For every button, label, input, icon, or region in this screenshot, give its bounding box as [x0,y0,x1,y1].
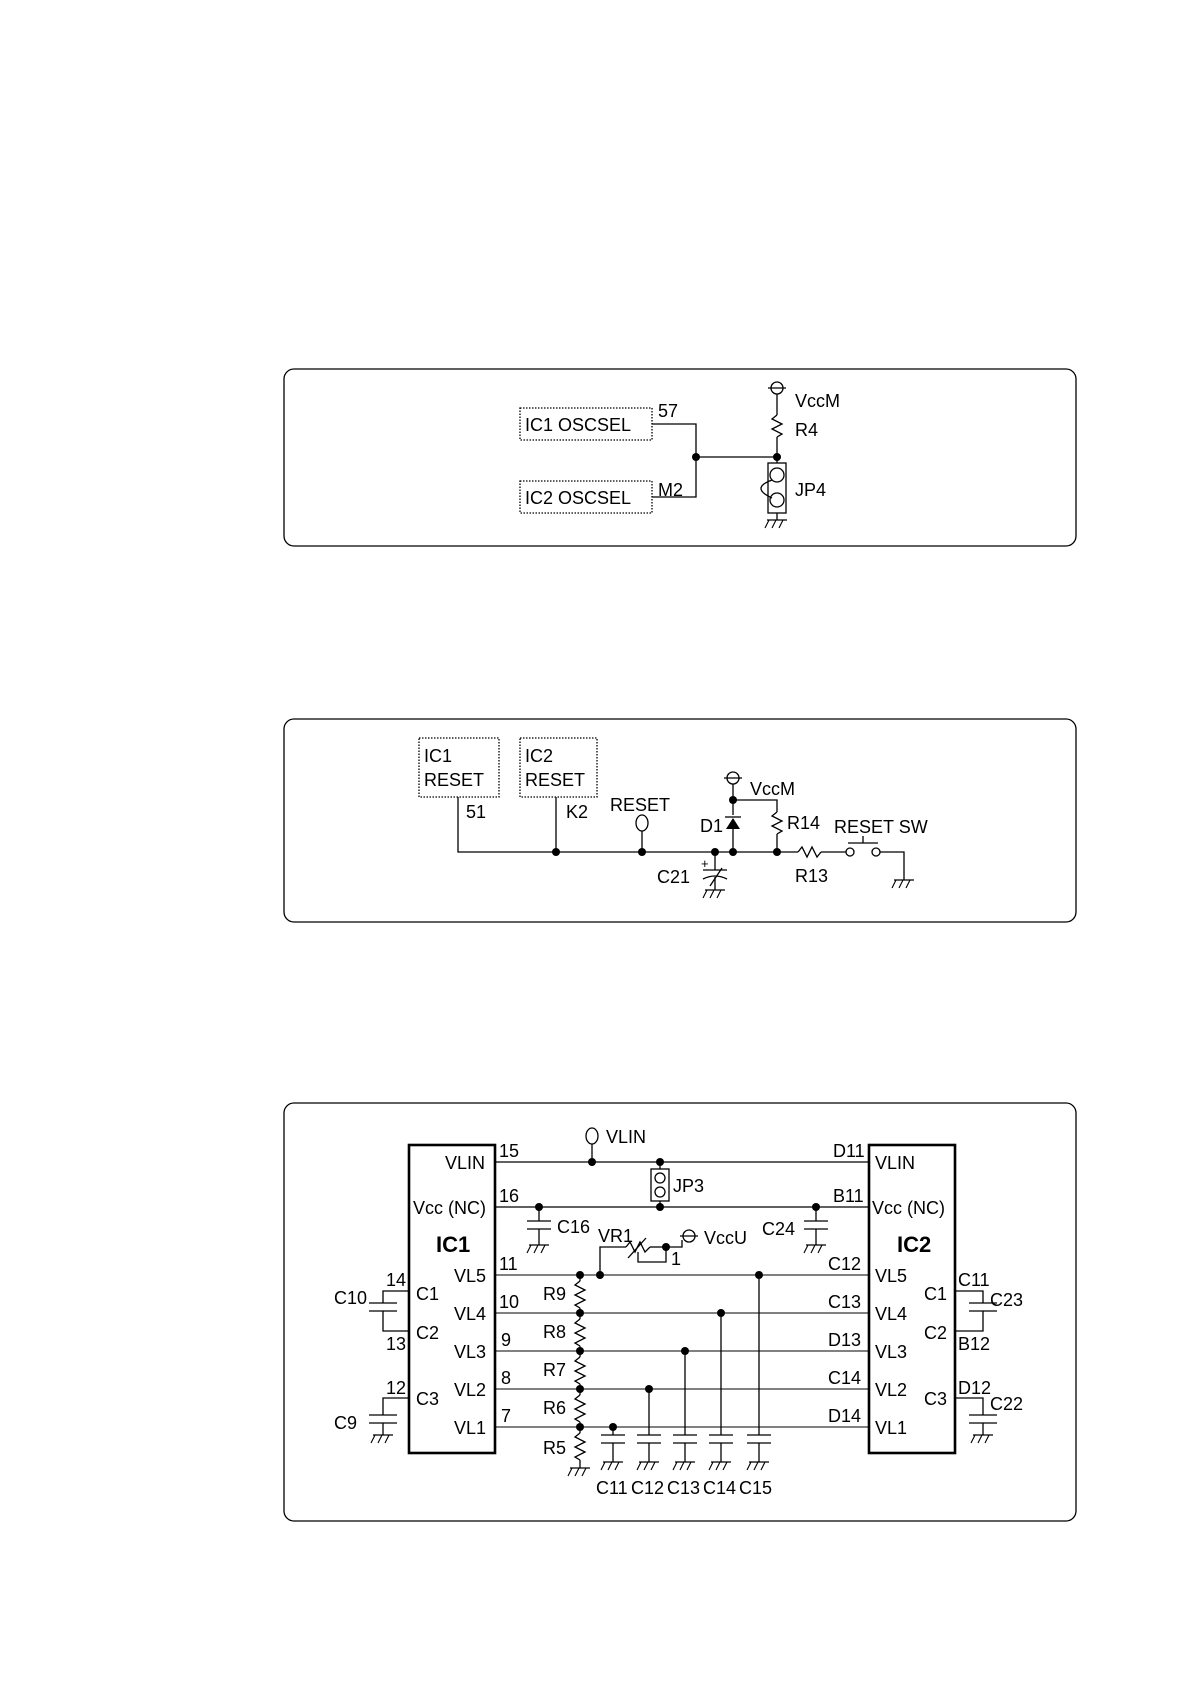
r6-resistor-icon [575,1395,585,1422]
oscsel-frame [284,369,1076,546]
ic1-oscsel-label: IC1 OSCSEL [525,415,632,435]
junction-dot [576,1347,584,1355]
ground-icon [892,880,914,888]
c21-label: C21 [657,867,691,887]
c12-capacitor-icon [637,1435,661,1470]
vr1-wiper-wire [638,1247,666,1262]
ic2-pinnum: D13 [828,1330,862,1350]
ic1-pinnum: 11 [499,1254,518,1274]
ground-icon [703,890,725,898]
junction-dot [609,1423,617,1431]
ic2-pin-vl1: VL1 [875,1418,908,1438]
wire [955,1398,983,1415]
c11-capacitor-icon [601,1435,625,1470]
ic2-pin-vcc: Vcc (NC) [872,1198,945,1218]
ic1-title: IC1 [436,1232,471,1257]
r8-resistor-icon [575,1319,585,1346]
c16-label: C16 [557,1217,591,1237]
wire [955,1291,983,1303]
ic2-oscsel-label: IC2 OSCSEL [525,488,632,508]
pin-k2-label: K2 [566,802,589,822]
vccu-power-icon [680,1230,698,1242]
ic1-pin-vl1: VL1 [454,1418,487,1438]
wire [955,1311,983,1331]
c9-label: C9 [334,1413,358,1433]
junction-dot [596,1271,604,1279]
lcd-frame [284,1103,1076,1521]
ic2-pin-vl2: VL2 [875,1380,908,1400]
ground-icon [371,1435,393,1443]
ic1-pinnum: 12 [386,1378,407,1398]
jp3-label: JP3 [673,1176,705,1196]
oscsel-circuit [284,369,1076,546]
ic1-pinnum: 15 [499,1141,520,1161]
ic2-pinnum: B11 [833,1186,864,1206]
ic2-pinnum: B12 [958,1334,991,1354]
junction-dot [576,1271,584,1279]
c23-label: C23 [990,1290,1024,1310]
ic2-pin-c1: C1 [924,1284,948,1304]
junction-dot [717,1309,725,1317]
ground-icon [527,1245,549,1253]
ground-icon [568,1468,590,1476]
vccu-label: VccU [704,1228,748,1248]
reset-pin-label: RESET [610,795,671,815]
vccm-power-icon [724,772,742,784]
ic2-pinnum: C11 [958,1270,990,1290]
ground-icon [804,1245,826,1253]
reset-sw-label: RESET SW [834,817,928,837]
ic1-pin-c1: C1 [416,1284,440,1304]
ic2-title: IC2 [897,1232,932,1257]
jp3-pin-1 [655,1173,665,1183]
ic1-pin-c3: C3 [416,1389,440,1409]
ic1-pin-vl3: VL3 [454,1342,487,1362]
d1-diode-icon [726,818,740,829]
ic1-pin-vlin: VLIN [445,1153,486,1173]
junction-dot [755,1271,763,1279]
wire [383,1398,409,1415]
r8-label: R8 [543,1322,567,1342]
ic1-pinnum: 13 [386,1334,407,1354]
c24-label: C24 [762,1219,796,1239]
junction-dot [638,848,646,856]
junction-dot [576,1385,584,1393]
ic2-pin-vl3: VL3 [875,1342,908,1362]
r5-resistor-icon [575,1433,585,1460]
c12-label: C12 [631,1478,665,1498]
reset-test-pin-icon [636,815,648,831]
ic2-pinnum: D11 [833,1141,865,1161]
ic2-pin-vl4: VL4 [875,1304,908,1324]
ground-icon [765,520,787,528]
lcd-power-circuit [284,1103,1076,1521]
vccm-label: VccM [750,779,795,799]
r5-label: R5 [543,1438,567,1458]
ic2-reset-line1: IC2 [525,746,554,766]
r6-label: R6 [543,1398,567,1418]
wire [383,1311,409,1331]
jp4-jumper-icon [768,463,786,513]
vlin-test-pin-icon [586,1128,598,1144]
ic1-pinnum: 9 [501,1330,512,1350]
jp4-pin-1 [770,468,784,482]
r13-resistor-icon [798,847,821,857]
r9-resistor-icon [575,1281,585,1308]
c21-plus-sign: + [701,856,709,871]
r13-label: R13 [795,866,829,886]
r14-label: R14 [787,813,821,833]
c15-label: C15 [739,1478,773,1498]
ic1-pinnum: 10 [499,1292,520,1312]
c22-label: C22 [990,1394,1024,1414]
r9-label: R9 [543,1284,567,1304]
ic2-pin-vl5: VL5 [875,1266,908,1286]
ic1-pin-vcc: Vcc (NC) [413,1198,486,1218]
ic1-pin-vl2: VL2 [454,1380,487,1400]
c14-capacitor-icon [709,1435,733,1470]
c11-label: C11 [596,1478,628,1498]
ic1-pin-vl5: VL5 [454,1266,487,1286]
ic2-reset-line2: RESET [525,770,586,790]
c13-label: C13 [667,1478,701,1498]
reset-switch-contact [846,848,854,856]
filter-caps [596,1271,772,1498]
c10-label: C10 [334,1288,368,1308]
ic2-pinnum: C14 [828,1368,862,1388]
ic1-pinnum: 7 [501,1406,512,1426]
reset-circuit [284,719,1076,922]
ic2-pin-c2: C2 [924,1323,948,1343]
wire [733,800,777,812]
wire [600,1247,626,1275]
ic1-pinnum: 8 [501,1368,512,1388]
r7-resistor-icon [575,1357,585,1384]
r4-label: R4 [795,420,819,440]
vr1-pin-label: 1 [671,1249,682,1269]
ic2-pin-vlin: VLIN [875,1153,916,1173]
reset-switch-contact [872,848,880,856]
vccm-label: VccM [795,391,840,411]
wire [383,1291,409,1303]
junction-dot [729,848,737,856]
r4-resistor-icon [772,415,782,437]
pin-m2-label: M2 [658,480,684,500]
ic1-reset-line1: IC1 [424,746,453,766]
ic2-pin-c3: C3 [924,1389,948,1409]
jp4-pin-2 [770,493,784,507]
pin-57-label: 57 [658,401,679,421]
junction-dot [711,848,719,856]
junction-dot [588,1158,596,1166]
reset-frame [284,719,1076,922]
ic1-reset-line2: RESET [424,770,485,790]
ic2-pinnum: C13 [828,1292,862,1312]
junction-dot [576,1423,584,1431]
wire [880,852,904,880]
jp3-pin-2 [655,1187,665,1197]
vlin-label: VLIN [606,1127,647,1147]
ic2-pinnum: D12 [958,1378,992,1398]
junction-dot [645,1385,653,1393]
r14-resistor-icon [772,812,782,834]
ic1-pinnum: 16 [499,1186,520,1206]
c13-capacitor-icon [673,1435,697,1470]
c15-capacitor-icon [747,1435,771,1470]
junction-dot [692,453,700,461]
jp4-short-loop [761,480,772,498]
ic2-pinnum: C12 [828,1254,862,1274]
ic1-pinnum: 14 [386,1270,407,1290]
ground-icon [971,1435,993,1443]
vccm-power-icon [768,382,786,394]
junction-dot [552,848,560,856]
junction-dot [681,1347,689,1355]
c14-label: C14 [703,1478,737,1498]
pin-51-label: 51 [466,802,487,822]
junction-dot [576,1309,584,1317]
vr1-label: VR1 [598,1226,634,1246]
d1-label: D1 [700,816,724,836]
jp3-jumper-icon [651,1169,669,1201]
r7-label: R7 [543,1360,567,1380]
ic1-pin-c2: C2 [416,1323,440,1343]
ic1-pin-vl4: VL4 [454,1304,487,1324]
ic2-pinnum: D14 [828,1406,862,1426]
ic1-oscsel-wire [652,424,696,457]
jp4-label: JP4 [795,480,827,500]
